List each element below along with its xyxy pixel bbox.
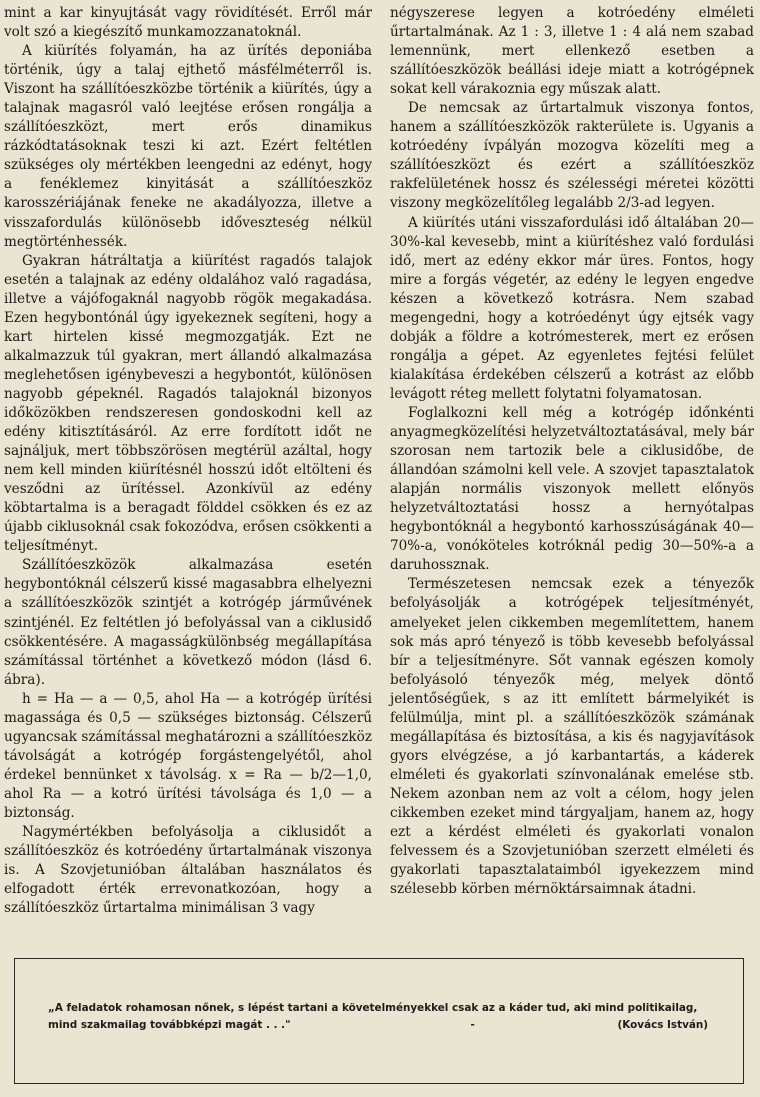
quote-line-1: „A feladatok rohamosan nőnek, s lépést tartani a követelményekkel csak az a káder tud, aki mind politikailag, [48,1002,698,1014]
paragraph: A kiürítés folyamán, ha az ürítés deponiába történik, úgy a talaj ejthető másfélméterről is. Viszont ha szállítóeszközbe történik a kiürítés, úgy a talajnak magasról való leejtése erősen rongálja a szállítóeszközt, mert erős dinamikus rázkódtatásoknak teszi ki azt. Ezért feltétlen szükséges oly mértékben leengedni az edényt, hogy a fenéklemez kinyitását a szállítóeszköz karosszériájának feneke ne akadályozza, illetve a visszafordulás különösebb időveszteség nélkül megtörténhessék. [4,43,372,250]
paragraph: De nemcsak az űrtartalmuk viszonya fontos, hanem a szállítóeszközök rakterülete is. Ugyanis a kotróedény ívpályán mozogva közelíti meg a szállítóeszközt és ezért a szállítóeszköz rakfelületének hossz és szélességi méretei közötti viszony megközelítőleg legalább 2/3-ad legyen. [390,100,754,212]
right-text-column [390,4,754,899]
quote-block [48,1000,708,1034]
paragraph: Gyakran hátráltatja a kiürítést ragadós talajok esetén a talajnak az edény oldalához való ragadása, illetve a vájófogaknál nagyobb rögök megakadása. Ezen hegybontónál úgy igyekeznek segíteni, hogy a kart hirtelen kissé megmozgatják. Ezt ne alkalmazzuk túl gyakran, mert állandó alkalmazása meglehetősen igénybeveszi a hegybontót, különösen nagyobb gépeknél. Ragadós talajoknál bizonyos időközökben rendszeresen gondoskodni kell az edény kitisztításáról. Az erre fordított időt ne sajnáljuk, mert többszörösen megtérül azáltal, hogy nem kell minden kiürítésnél hosszú időt eltölteni és vesződni az ürítéssel. Azonkívül az edény köbtartalma is a beragadt földdel csökken és ez az újabb ciklusoknál csak fokozódva, erősen csökkenti a teljesítményt. [4,252,372,555]
paragraph: Szállítóeszközök alkalmazása esetén hegybontóknál célszerű kissé magasabbra elhelyezni a szállítóeszközök szintjét a kotrógép járművének szintjénél. Ez feltétlen jó befolyással van a ciklusidő csökkentésére. A magasságkülönbség megállapítása számítással történhet a következő módon (lásd 6. ábra). [4,557,372,688]
paragraph: A kiürítés utáni visszafordulási idő általában 20—30%-kal kevesebb, mint a kiürítéshez való fordulási idő, mert az edény ekkor már üres. Fontos, hogy mire a forgás végetér, az edény le legyen engedve készen a következő kotrásra. Nem szabad megengedni, hogy a kotróedényt úgy ejtsék vagy dobják a földre a kotrómesterek, mert ez erősen rongálja a gépet. Az egyenletes fejtési felület kialakítása érdekében célszerű a kotrást az előbb levágott réteg mellett folytatni folyamatosan. [390,214,754,402]
paragraph: Nagymértékben befolyásolja a ciklusidőt a szállítóeszköz és kotróedény űrtartalmának viszonya is. A Szovjetunióban általában használatos és elfogadott érték errevonatkozóan, hogy a szállítóeszköz űrtartalma minimálisan 3 vagy [4,824,372,917]
left-text-column [4,4,372,918]
quote-line-2-row [48,1017,708,1034]
paragraph: Természetesen nemcsak ezek a tényezők befolyásolják a kotrógépek teljesítményét, amelyeket jelen cikkemben megemlítettem, hanem sok más apró tényező is több kevesebb befolyással bír a teljesítményre. Sőt vannak egészen komoly befolyásoló tényezők még, melyek döntő jelentőségűek, s az itt említett bármelyikét is felülmúlja, mint pl. a szállítóeszközök számának megállapítása és biztosítása, a kis és nagyjavítások gyors elvégzése, a jó karbantartás, a káderek elméleti és gyakorlati színvonalának emelése stb. Nekem azonban nem az volt a célom, hogy jelen cikkemben ezeket mind tárgyaljam, hanem az, hogy ezt a kérdést elméleti és gyakorlati vonalon felvessem és a Szovjetunióban szerzett elméleti és gyakorlati tapasztalataimból igyekezzem mind szélesebb körben mérnöktársaimnak átadni. [390,576,754,898]
quote-author: (Kovács István) [617,1019,708,1031]
paragraph: h = Ha — a — 0,5, ahol Ha — a kotrógép ürítési magassága és 0,5 — szükséges biztonság. Célszerű ugyancsak számítással meghatározni a szállítóeszköz távolságát a kotrógép forgástengelyétől, ahol érdekel bennünket x távolság. x = Ra — b/2—1,0, ahol Ra — a kotró ürítési távolsága és 1,0 — a biztonság. [4,690,372,821]
paragraph: mint a kar kinyujtását vagy rövidítését. Erről már volt szó a kiegészítő munkamozzanatoknál. [4,5,372,41]
paragraph: Foglalkozni kell még a kotrógép időnkénti anyagmegközelítési helyzetváltoztatásával, mely bár szorosan nem tartozik bele a ciklusidőbe, de állandóan számolni kell vele. A szovjet tapasztalatok alapján normális viszonyok mellett előnyös helyzetváltoztatási hossz a hernyótalpas hegybontóknál a hegybontó karhosszúságának 40—70%-a, vonóköteles kotróknál pedig 30—50%-a a daruhossznak. [390,404,754,574]
quote-line-2: mind szakmailag továbbképzi magát . . ." [48,1019,291,1031]
quote-dash: - [470,1019,475,1031]
paragraph: négyszerese legyen a kotróedény elméleti űrtartalmának. Az 1 : 3, illetve 1 : 4 alá nem szabad lemennünk, mert ellenkező esetben a szállítóeszközök beállási ideje miatt a kotrógépnek sokat kell várakoznia egy műszak alatt. [390,5,754,98]
